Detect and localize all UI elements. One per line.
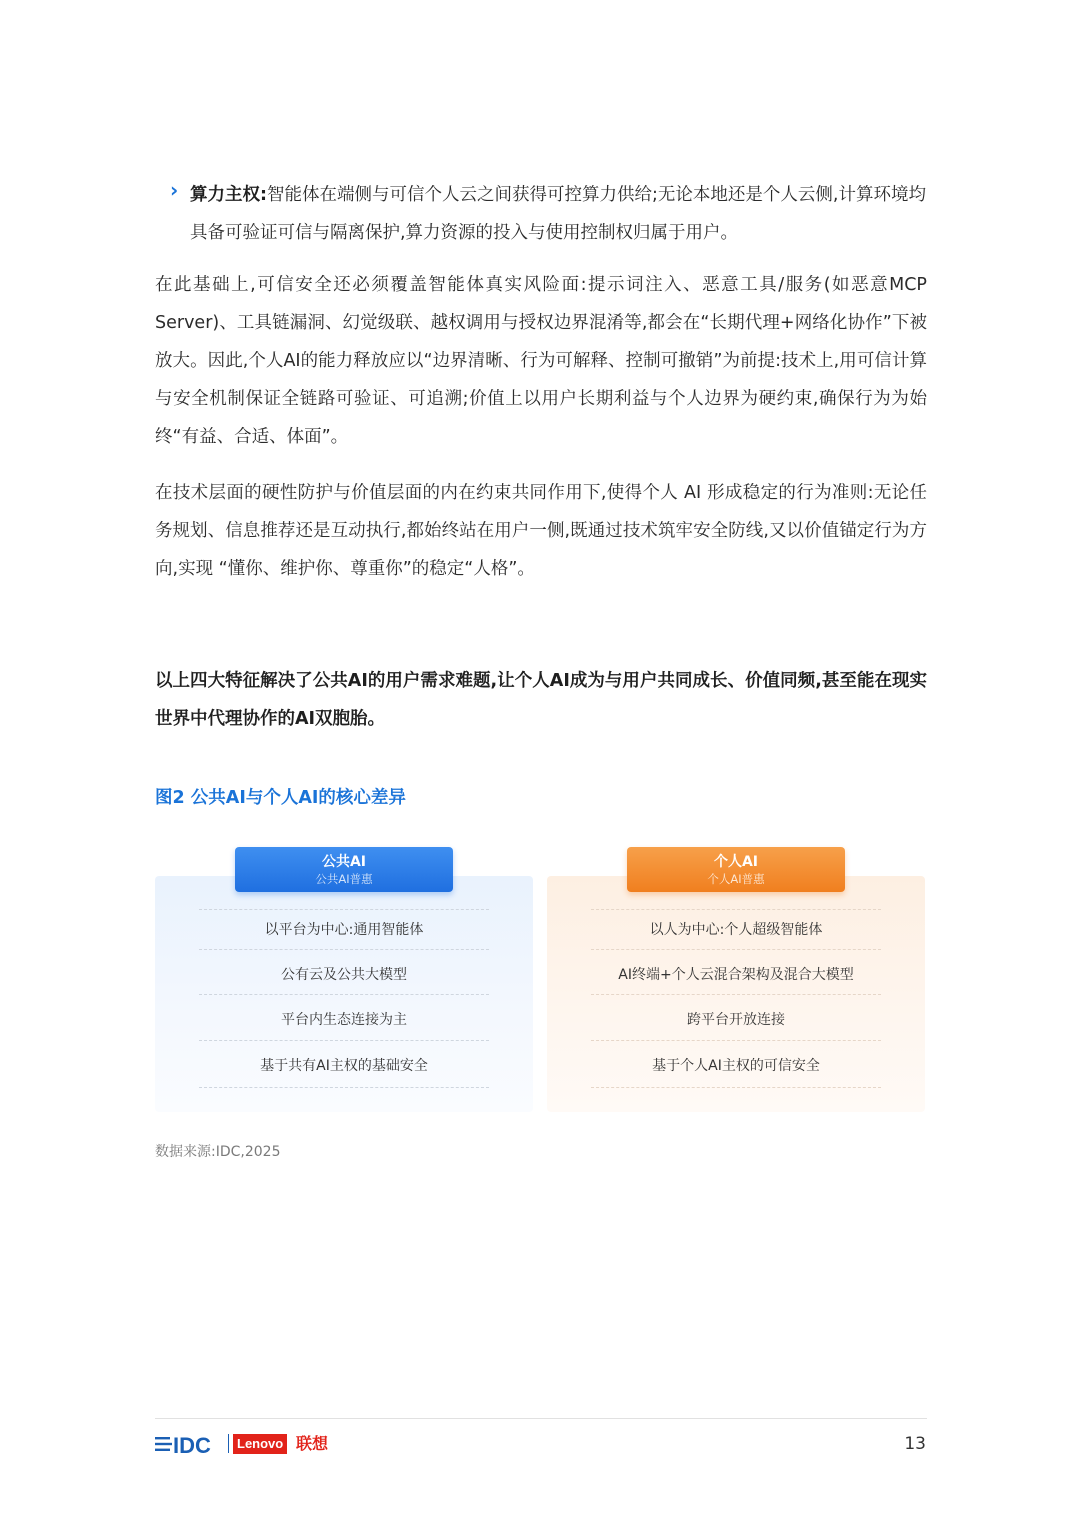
divider xyxy=(591,1040,881,1041)
public-ai-title: 公共AI xyxy=(321,854,367,870)
bullet-title: 算力主权: xyxy=(190,185,267,205)
personal-ai-item: 以人为中心:个人超级智能体 xyxy=(649,922,823,938)
divider xyxy=(199,1040,489,1041)
paragraph-summary: 以上四大特征解决了公共AI的用户需求难题,让个人AI成为与用户共同成长、价值同频,甚至能在现实世界中代理协作的AI双胞胎。 xyxy=(155,671,927,729)
paragraph-risk: 在此基础上,可信安全还必须覆盖智能体真实风险面:提示词注入、恶意工具/服务(如恶意MCP Server)、工具链漏洞、幻觉级联、越权调用与授权边界混淆等,都会在“长期代理+网络化协作”下被放大。因此,个人AI的能力释放应以“边界清晰、行为可解释、控制可撤销”为前提:技术上,用可信计算与安全机制保证全链路可验证、可追溯;价值上以用户长期利益与个人边界为硬约束,确保行为为始终“有益、合适、体面”。 xyxy=(155,275,927,447)
divider xyxy=(199,994,489,995)
divider xyxy=(199,1087,489,1088)
divider xyxy=(199,949,489,950)
personal-ai-subtitle: 个人AI普惠 xyxy=(707,872,765,886)
public-ai-subtitle: 公共AI普惠 xyxy=(315,872,373,886)
paragraph-constraints: 在技术层面的硬性防护与价值层面的内在约束共同作用下,使得个人 AI 形成稳定的行为准则:无论任务规划、信息推荐还是互动执行,都始终站在用户一侧,既通过技术筑牢安全防线,又以价值锚定行为方向,实现 “懂你、维护你、尊重你”的稳定“人格”。 xyxy=(155,483,927,579)
public-ai-item: 公有云及公共大模型 xyxy=(281,967,407,983)
divider xyxy=(591,909,881,910)
idc-logo xyxy=(155,1432,225,1456)
public-ai-item: 以平台为中心:通用智能体 xyxy=(264,922,424,938)
page-number: 13 xyxy=(904,1434,926,1454)
divider xyxy=(591,1087,881,1088)
personal-ai-header xyxy=(627,847,845,892)
personal-ai-item: 基于个人AI主权的可信安全 xyxy=(652,1058,820,1074)
logo-separator xyxy=(228,1434,229,1453)
public-ai-item: 基于共有AI主权的基础安全 xyxy=(260,1058,428,1074)
personal-ai-title: 个人AI xyxy=(713,854,759,870)
bullet-body: 智能体在端侧与可信个人云之间获得可控算力供给;无论本地还是个人云侧,计算环境均具备可验证可信与隔离保护,算力资源的投入与使用控制权归属于用户。 xyxy=(190,185,926,243)
bullet-text xyxy=(190,176,926,252)
divider xyxy=(199,909,489,910)
personal-ai-item: AI终端+个人云混合架构及混合大模型 xyxy=(618,967,854,983)
lenovo-logo: Lenovo xyxy=(233,1434,287,1454)
footer-divider xyxy=(155,1418,927,1419)
idc-logo-text: IDC xyxy=(173,1433,211,1456)
public-ai-item: 平台内生态连接为主 xyxy=(281,1012,407,1028)
chevron-right-icon: › xyxy=(170,178,179,202)
divider xyxy=(591,994,881,995)
personal-ai-item: 跨平台开放连接 xyxy=(687,1012,785,1028)
data-source: 数据来源:IDC,2025 xyxy=(155,1144,281,1160)
public-ai-header xyxy=(235,847,453,892)
lenovo-cn-logo: 联想 xyxy=(296,1434,329,1453)
divider xyxy=(591,949,881,950)
figure-title: 图2 公共AI与个人AI的核心差异 xyxy=(155,788,406,808)
